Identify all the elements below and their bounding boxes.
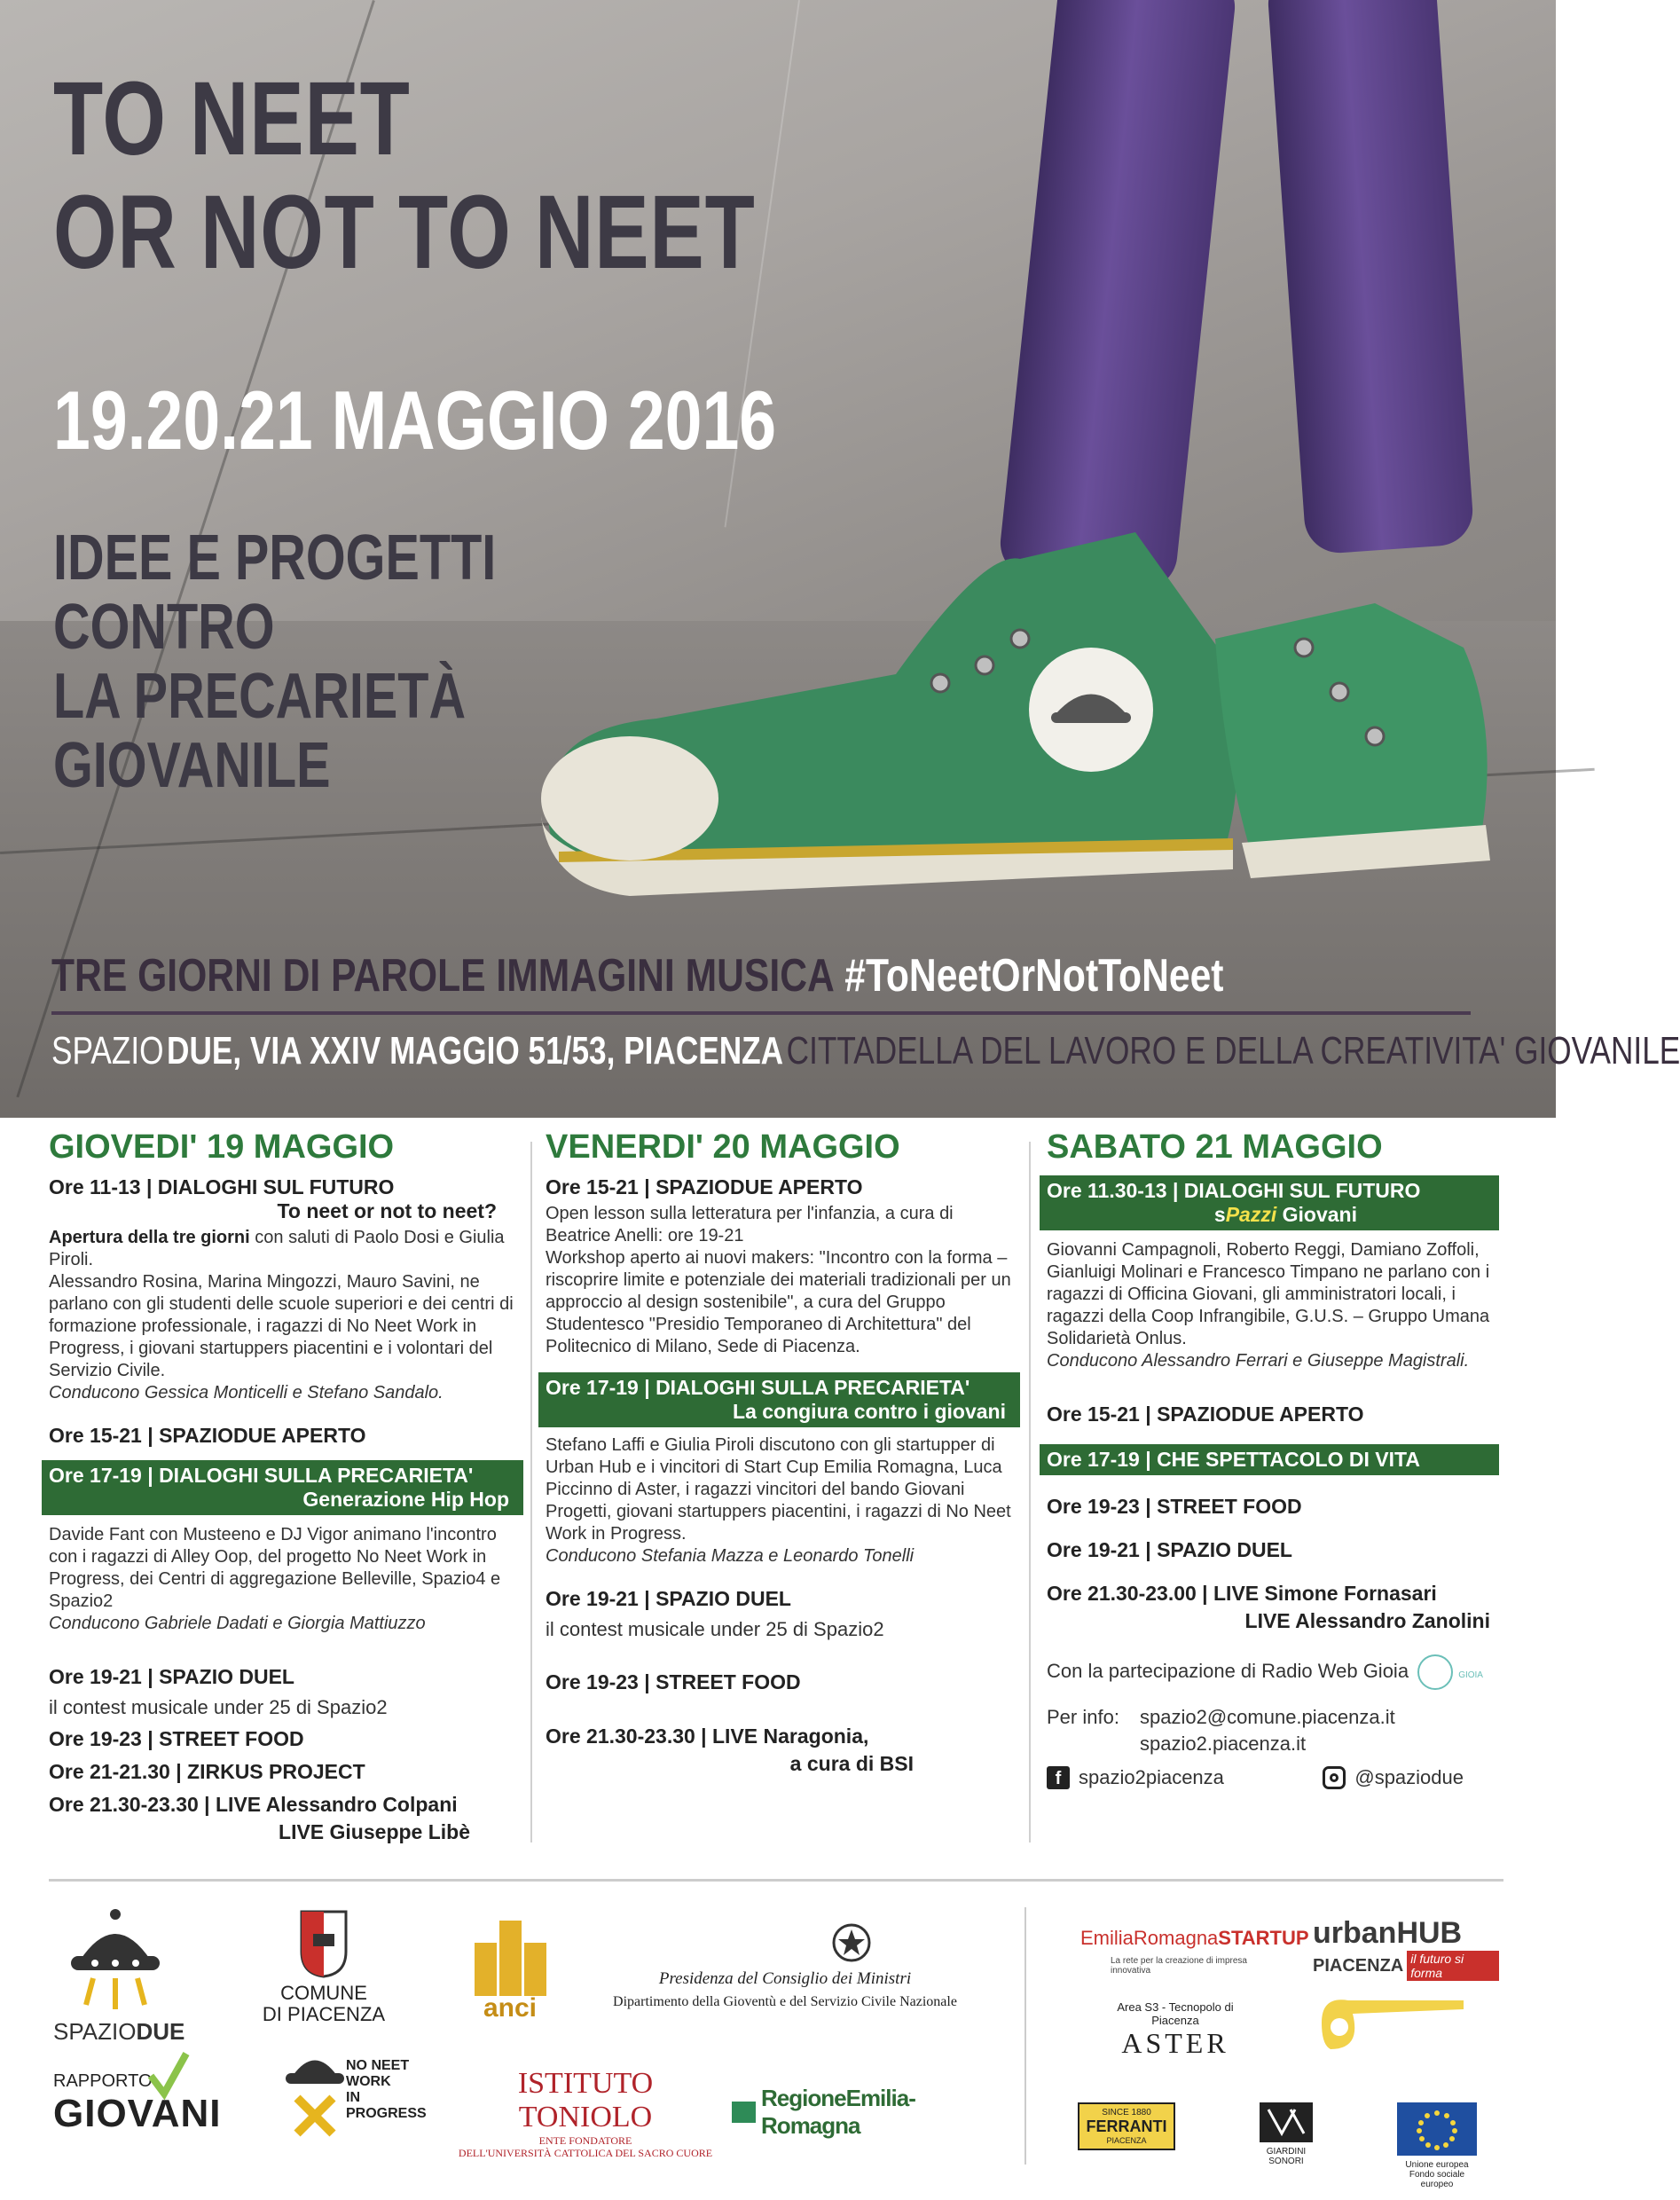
column-divider [1029,1142,1031,1842]
regione-flag-icon [732,2102,756,2123]
event-heading: Ore 19-23 | STREET FOOD [546,1670,801,1693]
info-email-link[interactable]: spazio2@comune.piacenza.it [1140,1706,1395,1728]
event-body: Giovanni Campagnoli, Roberto Reggi, Damiano Zoffoli, Gianluigi Molinari e Francesco Timpano ne parlano con i ragazzi di Officina Giovani, gli amministratori locali, i ragazzi della Coop Infrangibile, G.U.S. – Gruppo Umana Solidarietà Onlus. [1047,1240,1490,1348]
event-lead-rest: con saluti di Paolo Dosi e Giulia Piroli. [49,1228,505,1269]
title-line-2: OR NOT TO NEET [53,174,756,291]
title-line-1: TO NEET [53,60,411,177]
event-heading: Ore 11.30-13 | DIALOGHI SUL FUTURO [1047,1179,1421,1202]
event-item [49,1175,523,1404]
ufo-tools-icon [284,2045,346,2142]
facebook-icon: f [1047,1766,1070,1789]
ferranti-logo [1078,2102,1175,2150]
eu-logo [1393,2102,1481,2189]
event-conductors: Conducono Stefania Mazza e Leonardo Tonelli [546,1546,915,1566]
event-highlight-bar [1040,1444,1499,1475]
facebook-handle: spazio2piacenza [1079,1766,1224,1788]
event-subtitle-highlight: Pazzi [1225,1203,1277,1226]
coat-of-arms-icon [297,1907,350,1978]
istituto-toniolo-logo [457,2067,714,2159]
event-highlight-bar [1040,1175,1499,1230]
event-subtitle: LIVE Alessandro Zanolini [1244,1609,1490,1632]
logos-divider [1024,1907,1026,2165]
address-main: DUE, VIA XXIV MAGGIO 51/53, PIACENZA [167,1029,784,1072]
event-lead: Apertura della tre giorni [49,1228,250,1247]
event-subtitle-part: Giovani [1276,1203,1357,1226]
event-conductors: Conducono Gabriele Dadati e Giorgia Mattiuzzo [49,1614,426,1633]
event-heading: Ore 21-21.30 | ZIRKUS PROJECT [49,1760,365,1783]
event-heading: Ore 19-23 | STREET FOOD [1047,1495,1302,1518]
presidenza-text: Presidenza del Consiglio dei Ministri [658,1969,912,1988]
event-heading: Ore 15-21 | SPAZIODUE APERTO [546,1175,863,1198]
day-title: SABATO 21 MAGGIO [1047,1128,1383,1166]
event-heading: Ore 17-19 | CHE SPETTACOLO DI VITA [1047,1448,1420,1471]
event-heading: Ore 15-21 | SPAZIODUE APERTO [1047,1402,1364,1426]
toniolo-text: ISTITUTO TONIOLO [517,2067,654,2133]
event-description [49,1227,523,1404]
radio-gioia-label: GIOIA [1458,1670,1483,1680]
event-heading: Ore 21.30-23.30 | LIVE Alessandro Colpani [49,1793,458,1816]
event-heading: Ore 19-21 | SPAZIO DUEL [49,1665,294,1688]
info-website-link[interactable]: spazio2.piacenza.it [1140,1732,1307,1755]
leg-right [1266,0,1475,555]
event-subtitle: To neet or not to neet? [277,1199,497,1222]
anci-logo [470,1916,550,2023]
event-description [546,1434,1020,1568]
event-body: Open lesson sulla letteratura per l'infanzia, a cura di Beatrice Anelli: ore 19-21 [546,1204,954,1245]
day-title: GIOVEDI' 19 MAGGIO [49,1128,395,1166]
giardini-icon [1260,2102,1313,2142]
event-heading: Ore 19-23 | STREET FOOD [49,1727,304,1750]
instagram-icon [1323,1766,1346,1789]
event-subtitle: Generazione Hip Hop [302,1488,509,1511]
event-subtitle [53,523,607,800]
event-heading: Ore 15-21 | SPAZIODUE APERTO [49,1424,366,1447]
event-heading: Ore 19-21 | SPAZIO DUEL [1047,1538,1292,1561]
ferranti-text: FERRANTI [1086,2118,1167,2135]
event-body: il contest musicale under 25 di Spazio2 [49,1696,388,1718]
green-sneakers-illustration [523,497,1517,958]
tagline-text: TRE GIORNI DI PAROLE IMMAGINI MUSICA [51,950,835,1002]
ferranti-since: SINCE 1880 [1102,2108,1151,2118]
day-title: VENERDI' 20 MAGGIO [546,1128,900,1166]
toniolo-subtext: ENTE FONDATORE DELL'UNIVERSITÀ CATTOLICA DEL SACRO CUORE [458,2134,713,2159]
day-column-saturday [1047,1128,1499,1789]
regione-emilia-romagna-logo [732,2085,989,2140]
eu-text-b: Fondo sociale europeo [1409,2170,1465,2189]
eu-flag-icon [1397,2102,1477,2156]
subtitle-line: IDEE E PROGETTI [53,522,497,593]
urbanhub-text: urbanHUB [1313,1916,1463,1950]
italian-emblem-icon [829,1921,874,1965]
event-body: Alessandro Rosina, Marina Mingozzi, Mauro Savini, ne parlano con gli studenti delle scuole superiori e dei centri di formazione professionale, i ragazzi di No Neet Work in Progress, i giovani startuppers piacentini e i volontari del Servizio Civile. [49,1272,514,1380]
event-subtitle: LIVE Giuseppe Libè [279,1820,470,1843]
event-subtitle [1047,1203,1490,1227]
giardini-sonori-logo [1251,2102,1322,2166]
dipartimento-text: Dipartimento della Gioventù e del Servizio Civile Nazionale [613,1994,957,2009]
rapporto-text: RAPPORTO [53,2071,153,2091]
giovani-text: GIOVANI [53,2092,222,2135]
hashtag: #ToNeetOrNotToNeet [844,950,1224,1002]
radio-gioia-icon [1417,1654,1453,1690]
address-prefix: SPAZIO [51,1029,164,1072]
program-section [0,1106,1556,1878]
spaziodue-text-bold: DUE [136,2018,185,2045]
aster-top-text: Area S3 - Tecnopolo di Piacenza [1117,2000,1234,2027]
comune-text: COMUNE DI PIACENZA [262,1982,386,2025]
instagram-handle: @spaziodue [1354,1766,1464,1788]
event-heading: Ore 19-21 | SPAZIO DUEL [546,1587,791,1610]
startup-subtext: La rete per la creazione di impresa innovativa [1111,1956,1247,1976]
event-body: Stefano Laffi e Giulia Piroli discutono con gli startupper di Urban Hub e i vincitori di Start Cup Emilia Romagna, Luca Piccinno di Aster, i ragazzi vincitori del bando Giovani Progetti, giovani startuppers piacentini, i ragazzi di No Neet Work in Progress. [546,1435,1011,1544]
event-subtitle-part: s [1213,1203,1226,1226]
rapporto-giovani-logo [53,2071,248,2136]
emilia-romagna-startup-logo [1073,1921,1309,1976]
day-column-thursday [49,1128,523,1844]
info-block [1047,1704,1499,1757]
aster-logo [1095,2000,1255,2060]
social-links [1047,1766,1464,1789]
music-partner-logo [1313,1987,1472,2062]
day-column-friday [546,1128,1020,1776]
urban-hub-logo [1313,1916,1499,1981]
info-label: Per info: [1047,1706,1119,1728]
guitar-icon [1313,1987,1472,2058]
event-heading: Ore 17-19 | DIALOGHI SULLA PRECARIETA' [49,1464,474,1487]
subtitle-line: GIOVANILE [53,730,331,801]
divider [49,1879,1503,1882]
event-subtitle: a cura di BSI [789,1752,914,1775]
ufo-icon [67,1907,164,2014]
instagram-link[interactable] [1323,1766,1464,1789]
urbanhub-city: PIACENZA [1313,1955,1404,1976]
no-neet-text: NO NEET WORK IN PROGRESS [346,2058,427,2121]
divider [51,1011,1471,1015]
event-heading: Ore 21.30-23.00 | LIVE Simone Fornasari [1047,1582,1437,1605]
checkmark-icon [146,2049,191,2102]
column-divider [530,1142,532,1842]
anci-text: anci [483,1993,538,2023]
event-body: Workshop aperto ai nuovi makers: "Incontro con la forma – riscoprire limite e potenziale dei materiali tradizionali per un approccio al design sostenibile", a cura del Gruppo Studentesco "Presidio Temporaneo di Architettura" del Politecnico di Milano, Sede di Piacenza. [546,1248,1011,1356]
urbanhub-slogan: il futuro si forma [1407,1951,1499,1981]
venue-address [51,1029,1680,1073]
ferranti-city: PIACENZA [1106,2136,1147,2145]
tagline [51,949,1224,1002]
spaziodue-text: SPAZIO [53,2018,137,2045]
event-conductors: Conducono Gessica Monticelli e Stefano Sandalo. [49,1383,444,1402]
event-description [1047,1239,1499,1372]
event-conductors: Conducono Alessandro Ferrari e Giuseppe Magistrali. [1047,1351,1470,1371]
eu-text-a: Unione europea [1405,2160,1469,2170]
address-suffix: CITTADELLA DEL LAVORO E DELLA CREATIVITA' GIOVANILE [786,1029,1680,1072]
startup-text-b: STARTUP [1218,1927,1309,1949]
event-body: Davide Fant con Musteeno e DJ Vigor animano l'incontro con i ragazzi di Alley Oop, del progetto No Neet Work in Progress, dei Centri di aggregazione Belleville, Spazio4 e Spazio2 [49,1525,501,1611]
radio-text: Con la partecipazione di Radio Web Gioia [1047,1659,1409,1682]
subtitle-line: CONTRO [53,592,275,663]
subtitle-line: LA PRECARIETÀ [53,661,467,732]
event-body: il contest musicale under 25 di Spazio2 [546,1618,884,1640]
event-dates: 19.20.21 MAGGIO 2016 [53,373,777,467]
event-highlight-bar [538,1372,1020,1427]
event-subtitle: La congiura contro i giovani [733,1400,1006,1423]
event-highlight-bar [42,1460,523,1515]
presidenza-logo [612,1921,958,2010]
startup-text-a: EmiliaRomagna [1080,1927,1219,1949]
event-description [546,1203,1020,1358]
facebook-link[interactable] [1047,1766,1224,1789]
event-title [53,62,954,289]
radio-partner [1047,1654,1499,1690]
comune-piacenza-logo [257,1907,390,2025]
giardini-text: GIARDINI SONORI [1266,2147,1307,2166]
aster-text: ASTER [1121,2027,1229,2059]
event-heading: Ore 11-13 | DIALOGHI SUL FUTURO [49,1175,395,1198]
event-description [49,1524,523,1635]
event-heading: Ore 17-19 | DIALOGHI SULLA PRECARIETA' [546,1376,970,1399]
regione-text: RegioneEmilia-Romagna [761,2085,915,2139]
event-heading: Ore 21.30-23.30 | LIVE Naragonia, [546,1725,869,1748]
spaziodue-logo [53,1907,185,2046]
